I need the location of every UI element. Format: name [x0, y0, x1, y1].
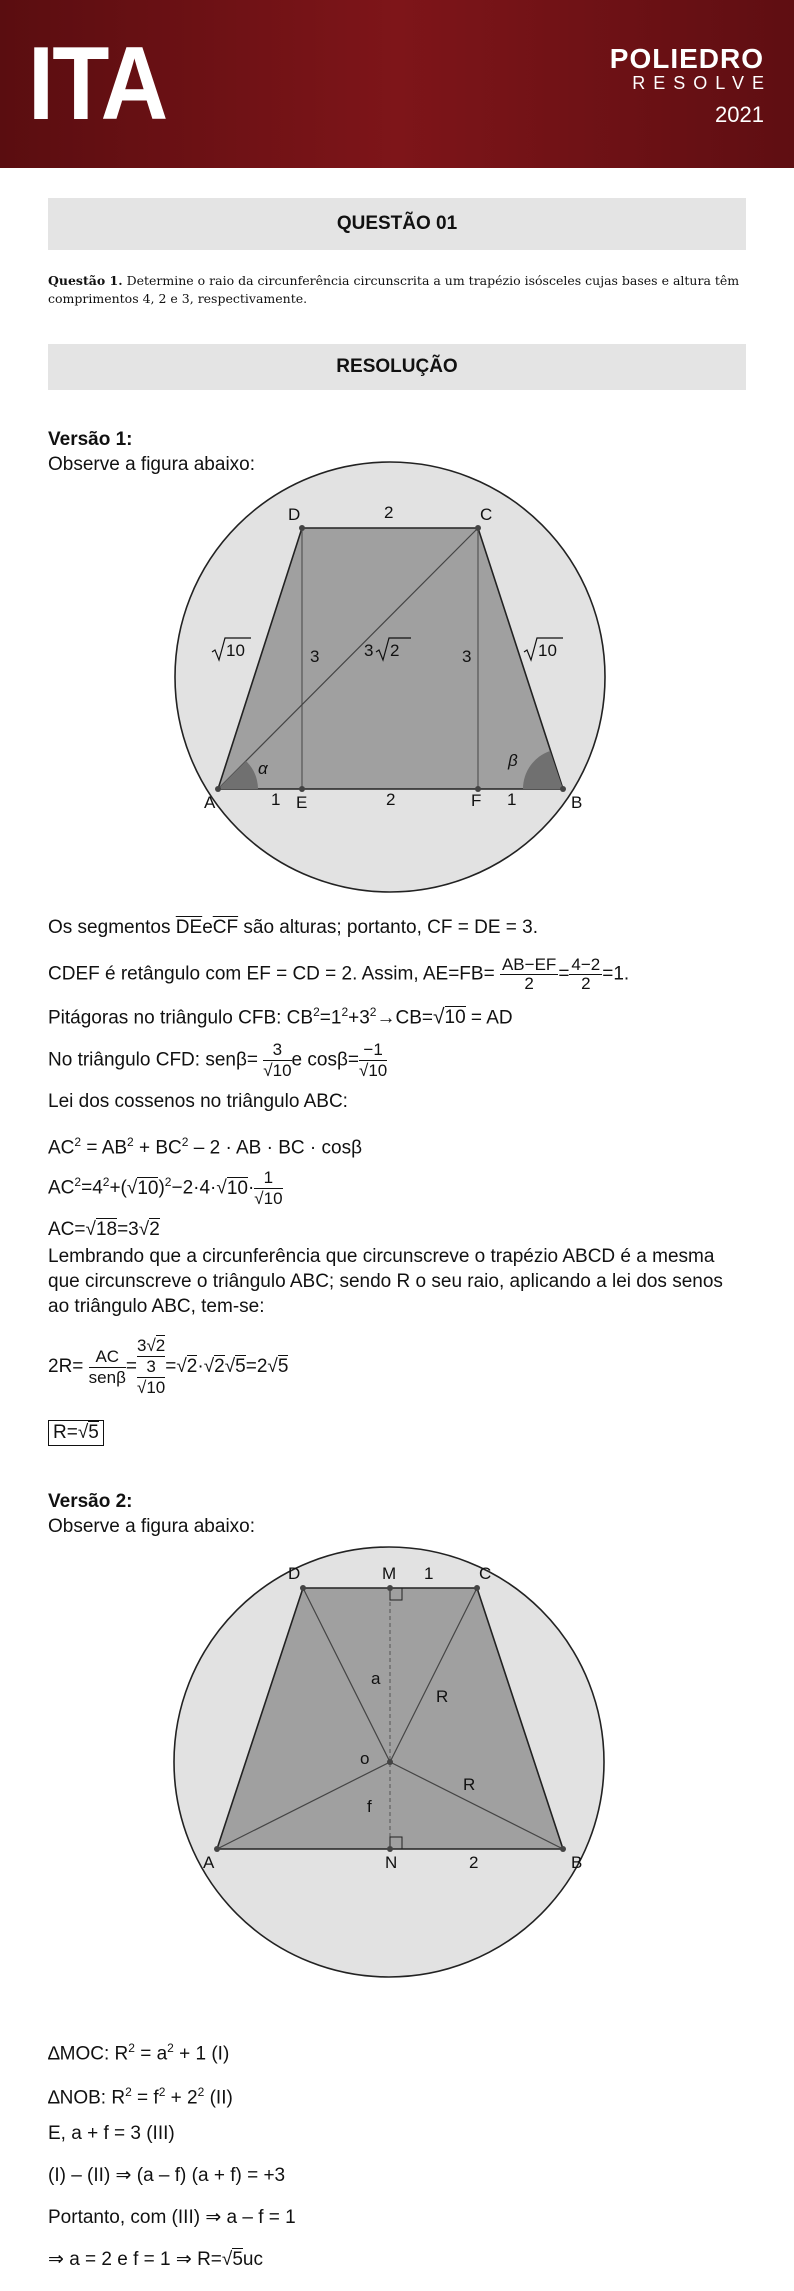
fraction: $\frac{AB-EF}{2}$: [501, 955, 557, 993]
figure-version-1: [0, 0, 794, 900]
label-a-len: a: [371, 1669, 381, 1688]
label-b: B: [571, 1853, 583, 1872]
label-m: M: [382, 1564, 397, 1583]
label-f-len: f: [367, 1797, 372, 1816]
label-n: N: [385, 1853, 398, 1872]
v1-line-ac2-values: $AC^2=4^2+(√10)^2-2\cdot 4\cdot√10\cdot$ $\frac{1}{√10}$: [48, 1168, 283, 1208]
label-h-right: 3: [462, 647, 472, 666]
label-f: F: [471, 791, 482, 810]
v1-line-law-sines: 2R= AC senβ = 3√2 3 √10 =√2·√2√5=2√5: [48, 1336, 289, 1397]
point-a: [215, 786, 221, 792]
label-c: C: [480, 505, 493, 524]
v1-line-pythagoras: Pitágoras no triângulo CFB: $CB^2=1^2+3^2\to CB=√10$ = AD: [48, 1005, 513, 1029]
v1-line-ac: AC=√18=3√2: [48, 1219, 160, 1240]
point-c: [475, 525, 481, 531]
v1-text-2: que circunscreve o triângulo ABC; sendo R o seu raio, aplicando a lei dos senos: [48, 1271, 723, 1292]
v2-eq-sum: E, a + f = 3 (III): [48, 2123, 175, 2144]
fraction: $\frac{-1}{√10}$: [358, 1040, 388, 1080]
label-top-2: 2: [384, 503, 394, 522]
fraction: $\frac{3}{√10}$: [263, 1040, 292, 1080]
brand-subtitle: RESOLVE: [632, 73, 772, 93]
label-ef: 2: [386, 790, 396, 809]
point-b: [560, 1846, 566, 1852]
label-d: D: [288, 1564, 301, 1583]
v1-line-cdef: CDEF é retângulo com EF = CD = 2. Assim, AE=FB= $\frac{AB-EF}{2}$ = $\frac{4-2}{2}$ =1.: [48, 955, 630, 993]
v2-eq-nob: ∆NOB: $R^2 = f^2 + 2^2$ (II): [48, 2085, 233, 2109]
label-mc: 1: [424, 1564, 434, 1583]
v2-eq-answer: ⇒ a = 2 e f = 1 ⇒ R=√5uc: [48, 2249, 263, 2270]
label-a: A: [204, 793, 216, 812]
fraction: $\frac{4-2}{2}$: [571, 955, 601, 993]
brand-name: POLIEDRO: [609, 43, 764, 74]
v1-text-1: Lembrando que a circunferência que circunscreve o trapézio ABCD é a mesma: [48, 1246, 715, 1267]
point-b: [560, 786, 566, 792]
label-diag-root: 2: [390, 641, 400, 660]
label-b: B: [571, 793, 583, 812]
label-r2: R: [463, 1775, 476, 1794]
v2-eq-diff: (I) – (II) ⇒ (a – f) (a + f) = +3: [48, 2165, 286, 2186]
point-m: [387, 1585, 393, 1591]
label-ae: 1: [271, 790, 281, 809]
label-fb: 1: [507, 790, 517, 809]
point-d: [300, 1585, 306, 1591]
segment-de: $\overline{DE}$: [175, 917, 203, 938]
v1-line-sin-cos: No triângulo CFD: senβ= $\frac{3}{√10}$ e cosβ= $\frac{-1}{√10}$: [48, 1040, 388, 1080]
v1-text-3: ao triângulo ABC, tem-se:: [48, 1296, 265, 1317]
v2-eq-moc: ∆MOC: $R^2 = a^2 + 1$ (I): [48, 2041, 230, 2065]
figure-version-2: [0, 1540, 794, 2000]
label-beta: β: [508, 751, 518, 770]
compound-fraction: 3√2 3 √10: [136, 1336, 166, 1397]
exam-title: ITA: [28, 26, 167, 142]
year: 2021: [715, 102, 764, 127]
label-nb: 2: [469, 1853, 479, 1872]
label-r1: R: [436, 1687, 449, 1706]
point-c: [474, 1585, 480, 1591]
fraction: AC senβ: [88, 1346, 126, 1387]
v1-line-segments: Os segmentos $\overline{DE}e\overline{CF}$ são alturas; portanto, CF = DE = 3.: [48, 917, 539, 938]
v1-line-ac2: $AC^2 = AB^2 + BC^2 - 2$ · AB · BC · cosβ: [48, 1135, 363, 1159]
v1-intro: Observe a figura abaixo:: [48, 454, 256, 475]
v1-answer-box: R=√5: [48, 1420, 104, 1446]
label-c: C: [479, 1564, 492, 1583]
point-o: [387, 1759, 393, 1765]
label-d: D: [288, 505, 301, 524]
label-h-left: 3: [310, 647, 320, 666]
label-left-side: 10: [226, 641, 245, 660]
point-e: [299, 786, 305, 792]
label-e: E: [296, 793, 308, 812]
v2-intro: Observe a figura abaixo:: [48, 1516, 256, 1537]
label-a: A: [203, 1853, 215, 1872]
question-bar: QUESTÃO 01: [48, 198, 746, 250]
v1-title: Versão 1:: [48, 429, 133, 450]
label-right-side: 10: [538, 641, 557, 660]
question-label: Questão 1.: [48, 273, 123, 288]
question-body: Determine o raio da circunferência circunscrita a um trapézio isósceles cujas bases e altura têm comprimentos 4, 2 e 3, respectivamente.: [48, 273, 740, 306]
v1-line-law-cosines: Lei dos cossenos no triângulo ABC:: [48, 1091, 348, 1112]
label-o: o: [360, 1749, 370, 1768]
resolution-bar: RESOLUÇÃO: [48, 344, 746, 390]
fraction: $\frac{1}{√10}$: [254, 1168, 283, 1208]
segment-cf: $\overline{CF}$: [212, 917, 239, 938]
point-a: [214, 1846, 220, 1852]
v2-title: Versão 2:: [48, 1491, 133, 1512]
label-diag: 3: [364, 641, 374, 660]
point-d: [299, 525, 305, 531]
point-n: [387, 1846, 393, 1852]
v2-eq-conclusion: Portanto, com (III) ⇒ a – f = 1: [48, 2207, 296, 2228]
label-alpha: α: [258, 759, 268, 778]
